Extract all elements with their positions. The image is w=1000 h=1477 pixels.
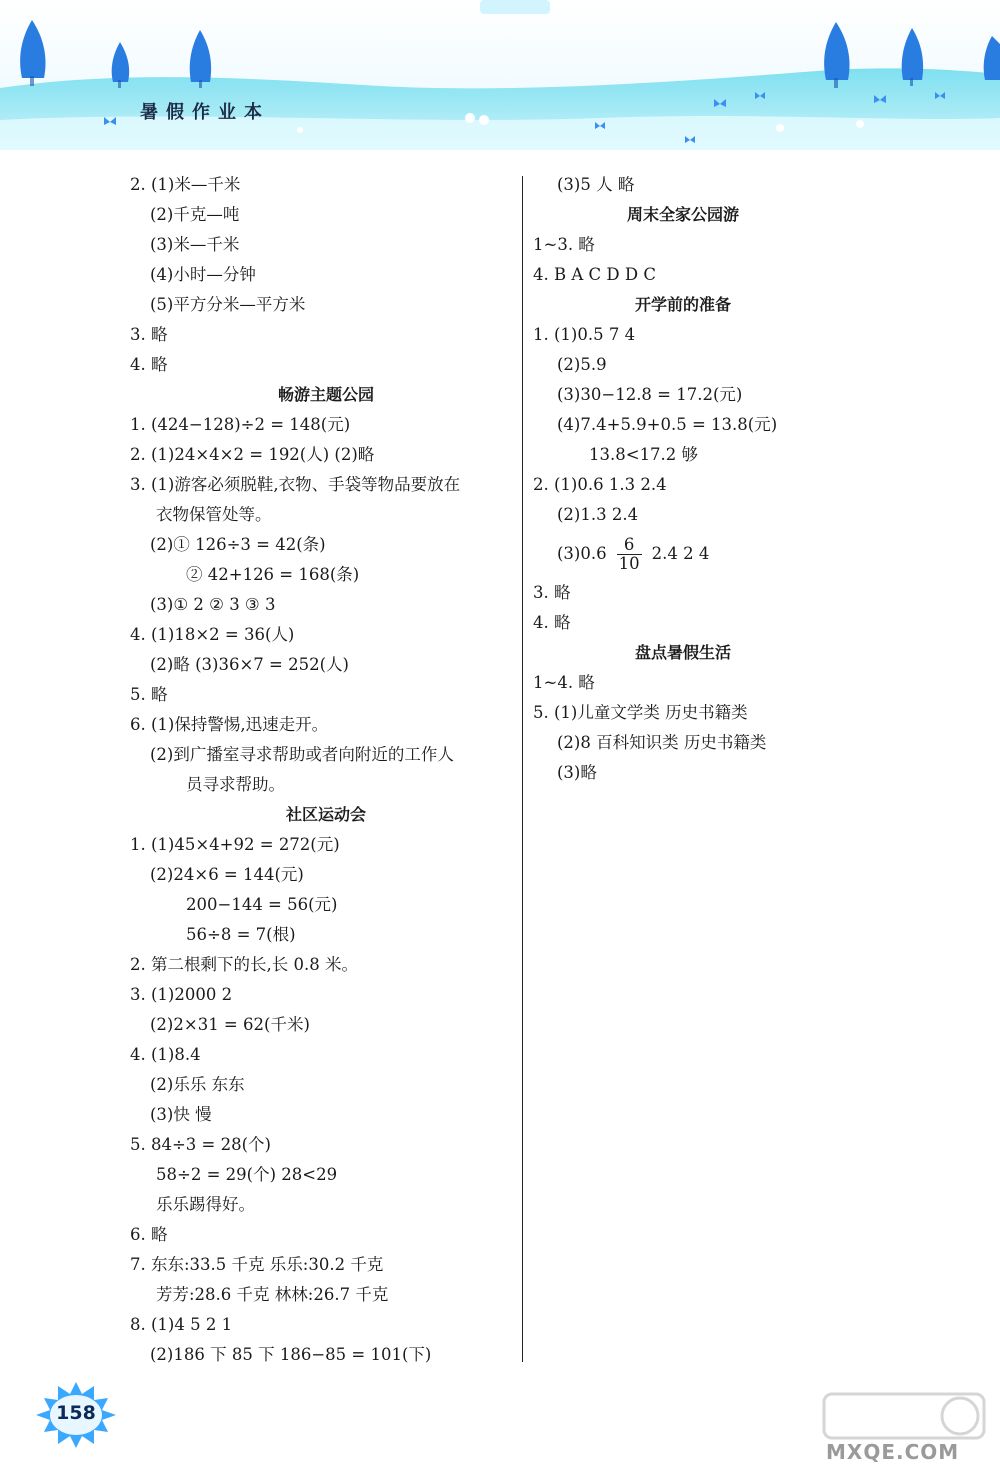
answer-line: (3)快 慢 (150, 1105, 212, 1124)
answer-line: (2)乐乐 东东 (150, 1075, 245, 1094)
answer-line: 5. 略 (130, 685, 168, 704)
answer-line: 2. (1)0.6 1.3 2.4 (533, 475, 667, 494)
section-heading: 开学前的准备 (634, 295, 731, 314)
book-title: 暑假作业本 (140, 102, 270, 123)
answer-line: 员寻求帮助。 (186, 775, 285, 794)
answer-line: (2)1.3 2.4 (557, 505, 639, 524)
answer-line: (2)186 下 85 下 186−85 = 101(下) (150, 1345, 432, 1364)
answer-line: 58÷2 = 29(个) 28<29 (156, 1165, 338, 1184)
answer-line: 2. (1)米—千米 (130, 175, 241, 194)
column-divider (522, 176, 523, 1362)
answer-line: 乐乐踢得好。 (156, 1195, 255, 1214)
fraction-denominator: 10 (618, 554, 640, 573)
fraction (617, 536, 642, 573)
page-number-badge (36, 1382, 116, 1448)
answer-line: (2)24×6 = 144(元) (150, 865, 304, 884)
answer-line: (3)30−12.8 = 17.2(元) (557, 385, 743, 404)
answer-line: (5)平方分米—平方米 (150, 295, 306, 314)
answer-line: 1. (1)45×4+92 = 272(元) (130, 835, 340, 854)
answer-line: 7. 东东:33.5 千克 乐乐:30.2 千克 (130, 1255, 384, 1274)
answer-line: 3. (1)2000 2 (130, 985, 233, 1004)
answer-line: 1~3. 略 (533, 235, 595, 254)
answer-line: 2. (1)24×4×2 = 192(人) (2)略 (130, 445, 375, 464)
answer-line: (2)5.9 (557, 355, 607, 374)
answer-line: 6. 略 (130, 1225, 168, 1244)
answer-line: (3)米—千米 (150, 235, 240, 254)
answer-line: 8. (1)4 5 2 1 (130, 1315, 233, 1334)
answer-text: (3)0.6 (557, 544, 607, 563)
section-heading: 周末全家公园游 (626, 205, 739, 224)
answer-line: 衣物保管处等。 (156, 505, 272, 524)
answer-line: 56÷8 = 7(根) (186, 925, 296, 944)
answer-line: (3)5 人 略 (557, 175, 635, 194)
answer-line: 5. (1)儿童文学类 历史书籍类 (533, 703, 748, 722)
answer-line: (2)略 (3)36×7 = 252(人) (150, 655, 349, 674)
answer-line: 5. 84÷3 = 28(个) (130, 1135, 271, 1154)
answer-line: 13.8<17.2 够 (589, 445, 699, 464)
answer-line: 4. (1)18×2 = 36(人) (130, 625, 295, 644)
answer-line: 200−144 = 56(元) (186, 895, 338, 914)
answer-line: (4)7.4+5.9+0.5 = 13.8(元) (557, 415, 778, 434)
answer-line: (4)小时—分钟 (150, 265, 256, 284)
section-heading: 盘点暑假生活 (634, 643, 731, 662)
answer-column-left (130, 170, 522, 1370)
section-heading: 社区运动会 (285, 805, 366, 824)
answer-line: 1. (1)0.5 7 4 (533, 325, 636, 344)
answer-column-right (533, 170, 833, 788)
answer-line: 3. 略 (130, 325, 168, 344)
header-banner (0, 0, 1000, 150)
answer-text: 2.4 2 4 (651, 544, 710, 563)
answer-line: (2)① 126÷3 = 42(条) (150, 535, 326, 554)
answer-line: (2)千克—吨 (150, 205, 240, 224)
page-number: 158 (56, 1402, 96, 1424)
answer-line: 1~4. 略 (533, 673, 595, 692)
answer-line: 6. (1)保持警惕,迅速走开。 (130, 715, 329, 734)
answer-line-fraction (533, 530, 833, 578)
meadow-illustration (0, 0, 1000, 150)
answer-line: 4. 略 (533, 613, 571, 632)
answer-line: (2)2×31 = 62(千米) (150, 1015, 310, 1034)
answer-line: 1. (424−128)÷2 = 148(元) (130, 415, 351, 434)
answer-line: 芳芳:28.6 千克 林林:26.7 千克 (156, 1285, 389, 1304)
fraction-numerator: 6 (617, 536, 642, 555)
answer-line: 4. B A C D D C (533, 265, 656, 284)
answer-line: (2)到广播室寻求帮助或者向附近的工作人 (150, 745, 454, 764)
answer-line: 3. 略 (533, 583, 571, 602)
answer-line: 4. 略 (130, 355, 168, 374)
answer-line: (3)① 2 ② 3 ③ 3 (150, 595, 276, 614)
answer-line: 3. (1)游客必须脱鞋,衣物、手袋等物品要放在 (130, 475, 461, 494)
answer-line: (3)略 (557, 763, 597, 782)
section-heading: 畅游主题公园 (277, 385, 374, 404)
answer-line: (2)8 百科知识类 历史书籍类 (557, 733, 767, 752)
answer-line: ② 42+126 = 168(条) (186, 565, 360, 584)
watermark-text: MXQE.COM (826, 1440, 960, 1464)
answer-line: 4. (1)8.4 (130, 1045, 201, 1064)
answer-line: 2. 第二根剩下的长,长 0.8 米。 (130, 955, 358, 974)
